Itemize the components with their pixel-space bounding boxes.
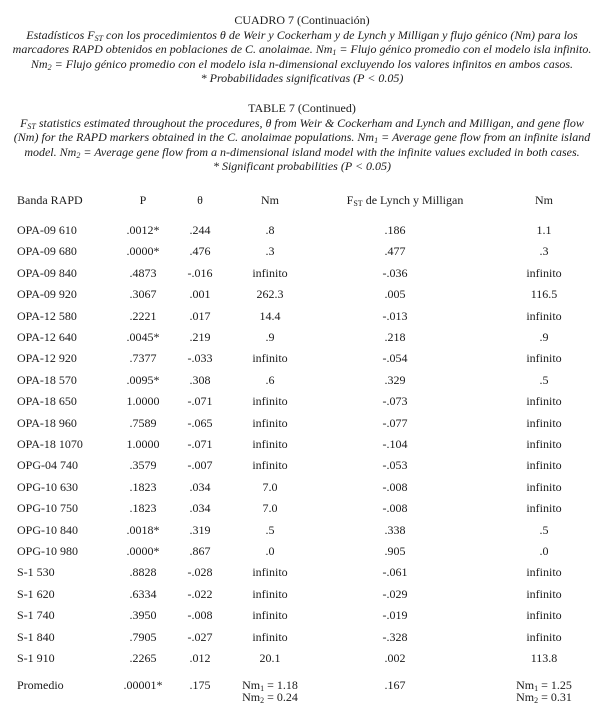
cell-nm-weir: .9 (265, 330, 275, 344)
cell-fst: -.328 (382, 629, 408, 644)
cell-band: OPA-18 650 (17, 394, 77, 409)
cell-nm-lynch: infinito (526, 437, 562, 451)
cell-nm-weir: infinito (252, 608, 288, 623)
table-row (0, 564, 604, 580)
cell-nm-weir: .0 (265, 544, 275, 558)
cell-nm-lynch (500, 679, 588, 703)
cell-theta: .244 (189, 223, 211, 237)
cell-band: OPA-09 610 (17, 223, 77, 237)
cell-fst: -.053 (382, 458, 408, 473)
cell-fst: -.029 (382, 586, 408, 601)
cell-nm-lynch: infinito (526, 415, 562, 430)
cell-nm-lynch: .9 (539, 330, 549, 344)
caption-title-es: CUADRO 7 (Continuación) (234, 13, 370, 27)
table-row (0, 457, 604, 473)
cell-band: OPA-12 920 (17, 351, 77, 366)
caption-title-en: TABLE 7 (Continued) (248, 101, 356, 115)
cell-theta: -.022 (187, 586, 213, 601)
table-row (0, 372, 604, 388)
cell-band: OPA-12 580 (17, 308, 77, 323)
cell-subscript: 1 (534, 684, 539, 693)
cell-nm-lynch: .5 (539, 522, 549, 537)
cell-nm-lynch: 1.1 (536, 223, 552, 237)
cell-text: = 1.25 (538, 678, 572, 692)
cell-theta: -.065 (187, 415, 213, 430)
cell-p: .0000* (126, 244, 160, 259)
cell-band: OPG-10 630 (17, 479, 79, 494)
nm-line (500, 691, 588, 703)
caption-text: marcadores RAPD obtenidos en poblaciones de C. anolaimae. Nm (12, 42, 333, 56)
cell-theta: -.028 (187, 565, 213, 580)
cell-theta: .034 (189, 479, 211, 494)
table-row (0, 222, 604, 238)
cell-nm-weir: .6 (265, 372, 275, 387)
cell-fst: -.077 (382, 415, 408, 430)
header-text: de Lynch y Milligan (362, 193, 464, 207)
cell-text: = 0.24 (264, 690, 298, 704)
average-row (0, 677, 604, 707)
table-row (0, 286, 604, 302)
cell-nm-lynch: infinito (526, 565, 562, 580)
table-row (0, 415, 604, 431)
caption-line: * Significant probabilities (P < 0.05) (212, 159, 392, 173)
cell-text: Nm (516, 678, 535, 692)
cell-p: .1823 (129, 501, 157, 516)
cell-band: S-1 910 (17, 651, 55, 665)
cell-nm-weir: infinito (252, 586, 288, 601)
cell-p: .6334 (129, 586, 157, 601)
caption-line (0, 145, 604, 160)
header-nm-lynch: Nm (535, 193, 553, 207)
cell-fst: -.061 (382, 565, 408, 580)
cell-fst: .186 (384, 223, 406, 237)
cell-p: .3067 (129, 287, 157, 302)
caption-subscript: 1 (374, 136, 379, 145)
cell-band: S-1 620 (17, 586, 55, 601)
caption-text: F (20, 115, 28, 130)
cell-p: .1823 (129, 479, 157, 494)
cell-nm-weir: infinito (252, 265, 288, 280)
cell-fst: -.036 (382, 265, 408, 280)
cell-fst: .005 (384, 287, 406, 302)
cell-subscript: 2 (534, 696, 539, 705)
caption-text: = Average gene flow from an infinite island (378, 130, 591, 144)
table-row (0, 393, 604, 409)
cell-band: S-1 530 (17, 565, 55, 580)
header-nm-weir: Nm (261, 193, 279, 207)
cell-p: 1.0000 (126, 437, 160, 451)
table-row (0, 329, 604, 345)
caption-subscript: 2 (76, 150, 81, 160)
cell-p: .0012* (126, 223, 160, 237)
cell-text: Nm (242, 678, 261, 692)
cell-text: Nm (516, 690, 535, 704)
cell-theta: .175 (189, 678, 211, 692)
cell-theta: -.033 (187, 351, 213, 366)
table-row (0, 243, 604, 259)
table-row (0, 350, 604, 366)
caption-text: con los procedimientos θ de Weir y Cockerham y de Lynch y Milligan y flujo génico (Nm) para los (103, 27, 578, 42)
nm-line (236, 691, 304, 703)
cell-band: OPA-09 840 (17, 265, 77, 280)
cell-p: .0000* (126, 544, 160, 558)
cell-band: OPA-18 960 (17, 415, 77, 430)
cell-theta: .034 (189, 501, 211, 516)
cell-nm-lynch: 116.5 (530, 287, 558, 302)
cell-p: .7905 (129, 629, 157, 644)
caption-text: Nm (30, 56, 48, 71)
caption-line (0, 57, 604, 72)
cell-nm-lynch: infinito (526, 586, 562, 601)
cell-nm-lynch: .3 (539, 244, 549, 259)
table-row (0, 500, 604, 516)
caption-subscript: 1 (332, 48, 337, 57)
cell-fst: -.008 (382, 501, 408, 516)
cell-band: OPA-09 680 (17, 244, 77, 259)
header-text: F (346, 193, 354, 207)
cell-theta: .012 (189, 651, 211, 665)
cell-fst: .477 (384, 244, 406, 259)
cell-theta: .219 (189, 330, 211, 344)
table-row (0, 436, 604, 452)
cell-p: .8828 (129, 565, 157, 580)
cell-nm-lynch: 113.8 (530, 651, 558, 665)
cell-fst: .338 (384, 522, 406, 537)
table-row (0, 586, 604, 602)
cell-theta: -.071 (187, 437, 213, 451)
header-p: P (139, 193, 147, 207)
cell-theta: -.027 (187, 629, 213, 644)
caption-line: * Probabilidades significativas (P < 0.05) (200, 71, 404, 85)
cell-fst: -.013 (382, 308, 408, 323)
cell-nm-weir: infinito (252, 394, 288, 409)
caption-text: Estadísticos F (26, 27, 95, 42)
caption-english (0, 101, 604, 174)
cell-nm-lynch: infinito (526, 501, 562, 516)
caption-text: = Average gene flow from a n-dimensional island model with the infinite values excluded in both cases. (80, 144, 580, 159)
cell-p: .00001* (123, 678, 163, 692)
cell-nm-lynch: infinito (526, 479, 562, 494)
cell-nm-weir: 20.1 (259, 651, 281, 665)
cell-p: .4873 (129, 265, 157, 280)
header-band: Banda RAPD (17, 193, 83, 207)
table-row (0, 265, 604, 281)
caption-line (0, 42, 604, 57)
cell-band: Promedio (17, 678, 64, 692)
cell-p: .0045* (126, 330, 160, 344)
caption-text: = Flujo génico promedio con el modelo isla infinito. (336, 42, 592, 56)
cell-band: OPG-04 740 (17, 458, 79, 473)
cell-theta: .476 (189, 244, 211, 259)
cell-nm-lynch: .0 (539, 544, 549, 558)
table-row (0, 308, 604, 324)
cell-p: .0095* (126, 372, 160, 387)
cell-nm-weir: infinito (252, 437, 288, 451)
cell-nm-weir: .3 (265, 244, 275, 259)
cell-theta: -.016 (187, 265, 213, 280)
cell-p: .2265 (129, 651, 157, 665)
cell-band: OPA-12 640 (17, 330, 77, 344)
cell-subscript: 1 (260, 684, 265, 693)
caption-subscript: ST (94, 33, 104, 43)
cell-nm-lynch: infinito (526, 629, 562, 644)
caption-line (0, 130, 604, 145)
cell-nm-weir: 262.3 (256, 287, 284, 302)
cell-theta: -.008 (187, 608, 213, 623)
caption-subscript: 2 (47, 62, 52, 72)
header-fst-lynch (330, 192, 480, 208)
cell-band: S-1 740 (17, 608, 55, 623)
cell-p: .7589 (129, 415, 157, 430)
cell-fst: -.054 (382, 351, 408, 366)
cell-nm-lynch: infinito (526, 265, 562, 280)
cell-band: OPG-10 980 (17, 544, 79, 558)
table-row (0, 650, 604, 666)
caption-text: = Flujo génico promedio con el modelo isla n-dimensional excluyendo los valores infinitos en ambos casos. (51, 56, 574, 71)
cell-theta: -.007 (187, 458, 213, 473)
cell-nm-weir: infinito (252, 458, 288, 473)
cell-fst: -.073 (382, 394, 408, 409)
cell-nm-weir: infinito (252, 629, 288, 644)
cell-nm-lynch: .5 (539, 372, 549, 387)
cell-p: .3950 (129, 608, 157, 623)
cell-band: OPA-18 570 (17, 372, 77, 387)
cell-band: OPA-09 920 (17, 287, 77, 302)
caption-spanish (0, 13, 604, 86)
cell-band: OPG-10 840 (17, 522, 79, 537)
cell-band: OPG-10 750 (17, 501, 79, 516)
cell-theta: -.071 (187, 394, 213, 409)
caption-subscript: ST (27, 121, 36, 131)
cell-p: .0018* (126, 522, 160, 537)
cell-nm-weir: 7.0 (262, 501, 278, 516)
caption-line (0, 116, 604, 131)
cell-fst: -.104 (382, 437, 408, 451)
cell-theta: .017 (189, 308, 211, 323)
caption-text: model. Nm (24, 144, 77, 159)
cell-nm-weir: .8 (265, 223, 275, 237)
cell-text: = 0.31 (538, 690, 572, 704)
cell-nm-weir: infinito (252, 351, 288, 366)
cell-nm-lynch: infinito (526, 351, 562, 366)
cell-p: .2221 (129, 308, 157, 323)
cell-band: OPA-18 1070 (17, 437, 83, 451)
cell-nm-lynch: infinito (526, 608, 562, 623)
cell-fst: .167 (384, 678, 406, 692)
cell-nm-weir: 7.0 (262, 479, 278, 494)
table-row (0, 629, 604, 645)
cell-nm-lynch: infinito (526, 394, 562, 409)
cell-fst: .002 (384, 651, 406, 665)
cell-fst: -.008 (382, 479, 408, 494)
cell-fst: -.019 (382, 608, 408, 623)
cell-nm-weir: infinito (252, 565, 288, 580)
table-row (0, 607, 604, 623)
cell-nm-weir: 14.4 (259, 308, 281, 323)
table-header-row (0, 192, 604, 208)
cell-nm-lynch: infinito (526, 458, 562, 473)
cell-p: .7377 (129, 351, 157, 366)
cell-subscript: 2 (260, 696, 265, 705)
cell-nm-lynch: infinito (526, 308, 562, 323)
header-subscript: ST (353, 199, 363, 208)
cell-fst: .905 (384, 544, 406, 558)
cell-theta: .308 (189, 372, 211, 387)
cell-nm-weir (236, 679, 304, 703)
cell-p: .3579 (129, 458, 157, 473)
cell-theta: .319 (189, 522, 211, 537)
table-row (0, 522, 604, 538)
cell-fst: .218 (384, 330, 406, 344)
caption-line (0, 28, 604, 43)
cell-theta: .001 (189, 287, 211, 302)
cell-theta: .867 (189, 544, 211, 558)
cell-band: S-1 840 (17, 629, 55, 644)
caption-text: (Nm) for the RAPD markers obtained in the C. anolaimae populations. Nm (13, 130, 375, 144)
caption-text: statistics estimated throughout the procedures, θ from Weir & Cockerham and Lynch and Milligan, and gene flow (35, 115, 584, 130)
cell-nm-weir: .5 (265, 522, 275, 537)
table-row (0, 543, 604, 559)
cell-nm-weir: infinito (252, 415, 288, 430)
cell-fst: .329 (384, 372, 406, 387)
cell-text: Nm (242, 690, 261, 704)
table-row (0, 479, 604, 495)
header-theta: θ (197, 193, 203, 207)
cell-p: 1.0000 (126, 394, 160, 409)
cell-text: = 1.18 (264, 678, 298, 692)
